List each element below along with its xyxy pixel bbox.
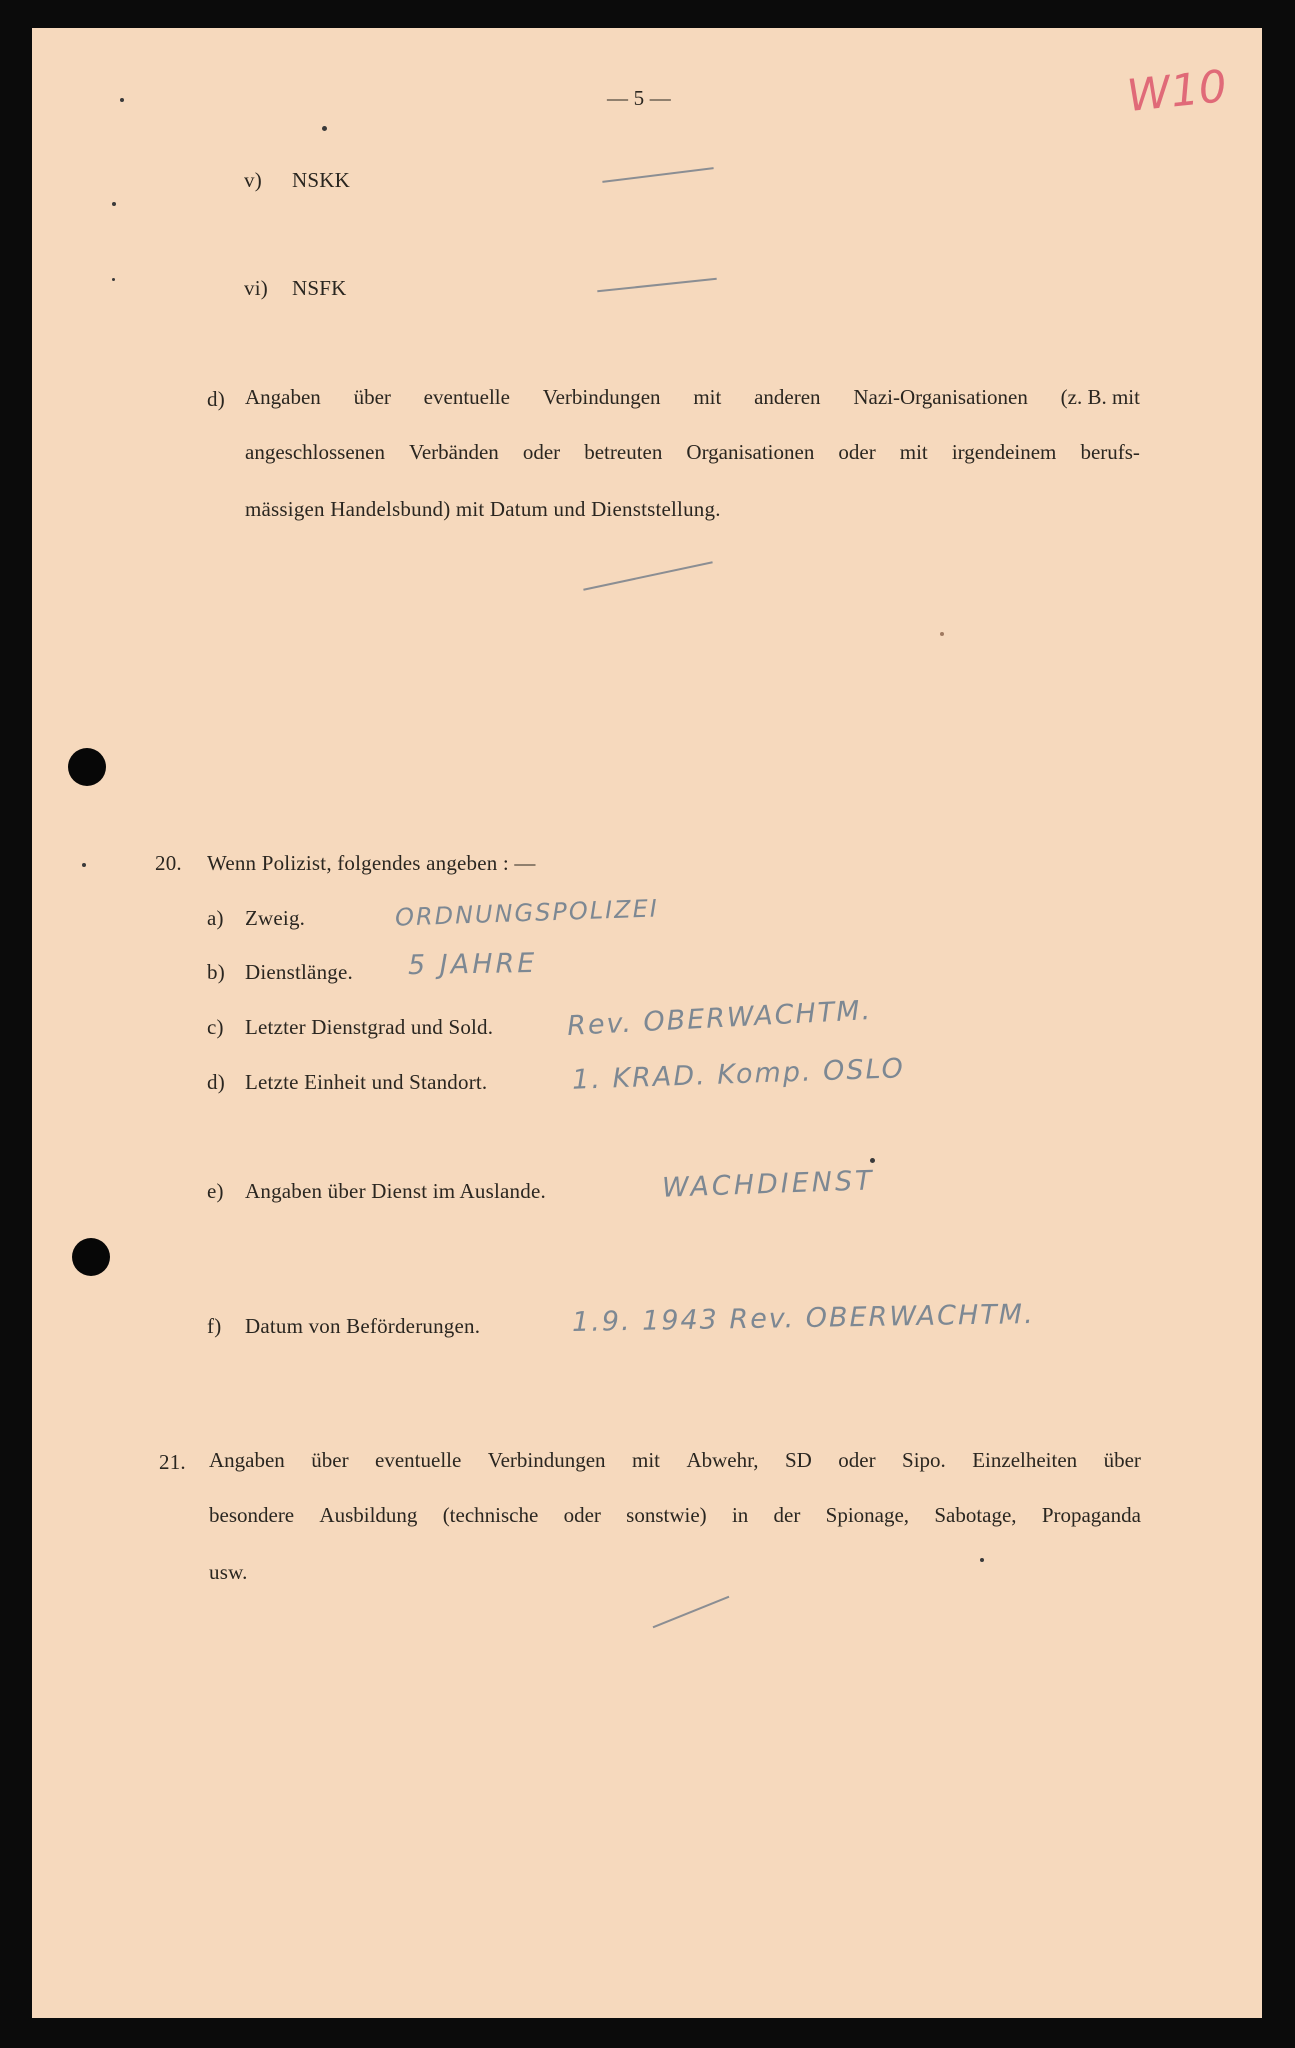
item-label: a) <box>207 906 224 930</box>
handwritten-answer: ORDNUNGSPOLIZEI <box>394 894 660 932</box>
item-text: NSKK <box>292 168 350 192</box>
blank-dash <box>583 561 713 590</box>
item-text: Datum von Beförderungen. <box>245 1314 481 1338</box>
question-number: 21. <box>159 1450 186 1474</box>
text-line: besondere Ausbildung (technische oder sonstwie) in der Spionage, Sabotage, Propaganda <box>209 1503 1141 1527</box>
punch-hole <box>72 1238 110 1276</box>
item-text: NSFK <box>292 276 347 300</box>
text-line: Angaben über eventuelle Verbindungen mit Abwehr, SD oder Sipo. Einzelheiten über <box>209 1448 1141 1472</box>
item-text: Angaben über Dienst im Auslande. <box>245 1179 546 1203</box>
archive-mark: W10 <box>1124 60 1230 123</box>
text-line: Angaben über eventuelle Verbindungen mit anderen Nazi-Organisationen (z. B. mit <box>245 385 1140 409</box>
item-label: d) <box>207 387 225 411</box>
speck <box>980 1558 984 1562</box>
speck <box>940 632 944 636</box>
handwritten-answer: 5 JAHRE <box>407 947 538 982</box>
item-label: c) <box>207 1015 224 1039</box>
item-text: Zweig. <box>245 906 306 930</box>
item-label: f) <box>207 1314 222 1338</box>
item-label: b) <box>207 960 225 984</box>
blank-dash <box>602 167 713 183</box>
item-text: Letzter Dienstgrad und Sold. <box>245 1015 494 1039</box>
speck <box>870 1158 875 1163</box>
handwritten-answer: 1. KRAD. Komp. OSLO <box>571 1053 906 1096</box>
page-number: — 5 — <box>607 86 671 110</box>
text-line: mässigen Handelsbund) mit Datum und Dienststellung. <box>245 497 721 521</box>
item-label: v) <box>244 168 262 192</box>
item-text: Letzte Einheit und Standort. <box>245 1070 488 1094</box>
speck <box>112 278 115 281</box>
blank-dash <box>597 278 717 293</box>
document-page <box>32 28 1262 2018</box>
text-line: usw. <box>209 1560 248 1584</box>
speck <box>322 126 327 131</box>
question-number: 20. <box>155 851 182 875</box>
text-line: angeschlossenen Verbänden oder betreuten Organisationen oder mit irgendeinem berufs- <box>245 440 1140 464</box>
question-title: Wenn Polizist, folgendes angeben : — <box>207 851 536 875</box>
blank-dash <box>653 1596 730 1629</box>
item-text: Dienstlänge. <box>245 960 353 984</box>
handwritten-answer: WACHDIENST <box>661 1165 876 1204</box>
handwritten-answer: Rev. OBERWACHTM. <box>566 995 873 1042</box>
item-label: e) <box>207 1179 224 1203</box>
speck <box>112 202 116 206</box>
item-label: d) <box>207 1070 225 1094</box>
handwritten-answer: 1.9. 1943 Rev. OBERWACHTM. <box>571 1298 1035 1339</box>
speck <box>82 863 86 867</box>
speck <box>120 98 124 102</box>
item-label: vi) <box>244 276 268 300</box>
punch-hole <box>68 748 106 786</box>
